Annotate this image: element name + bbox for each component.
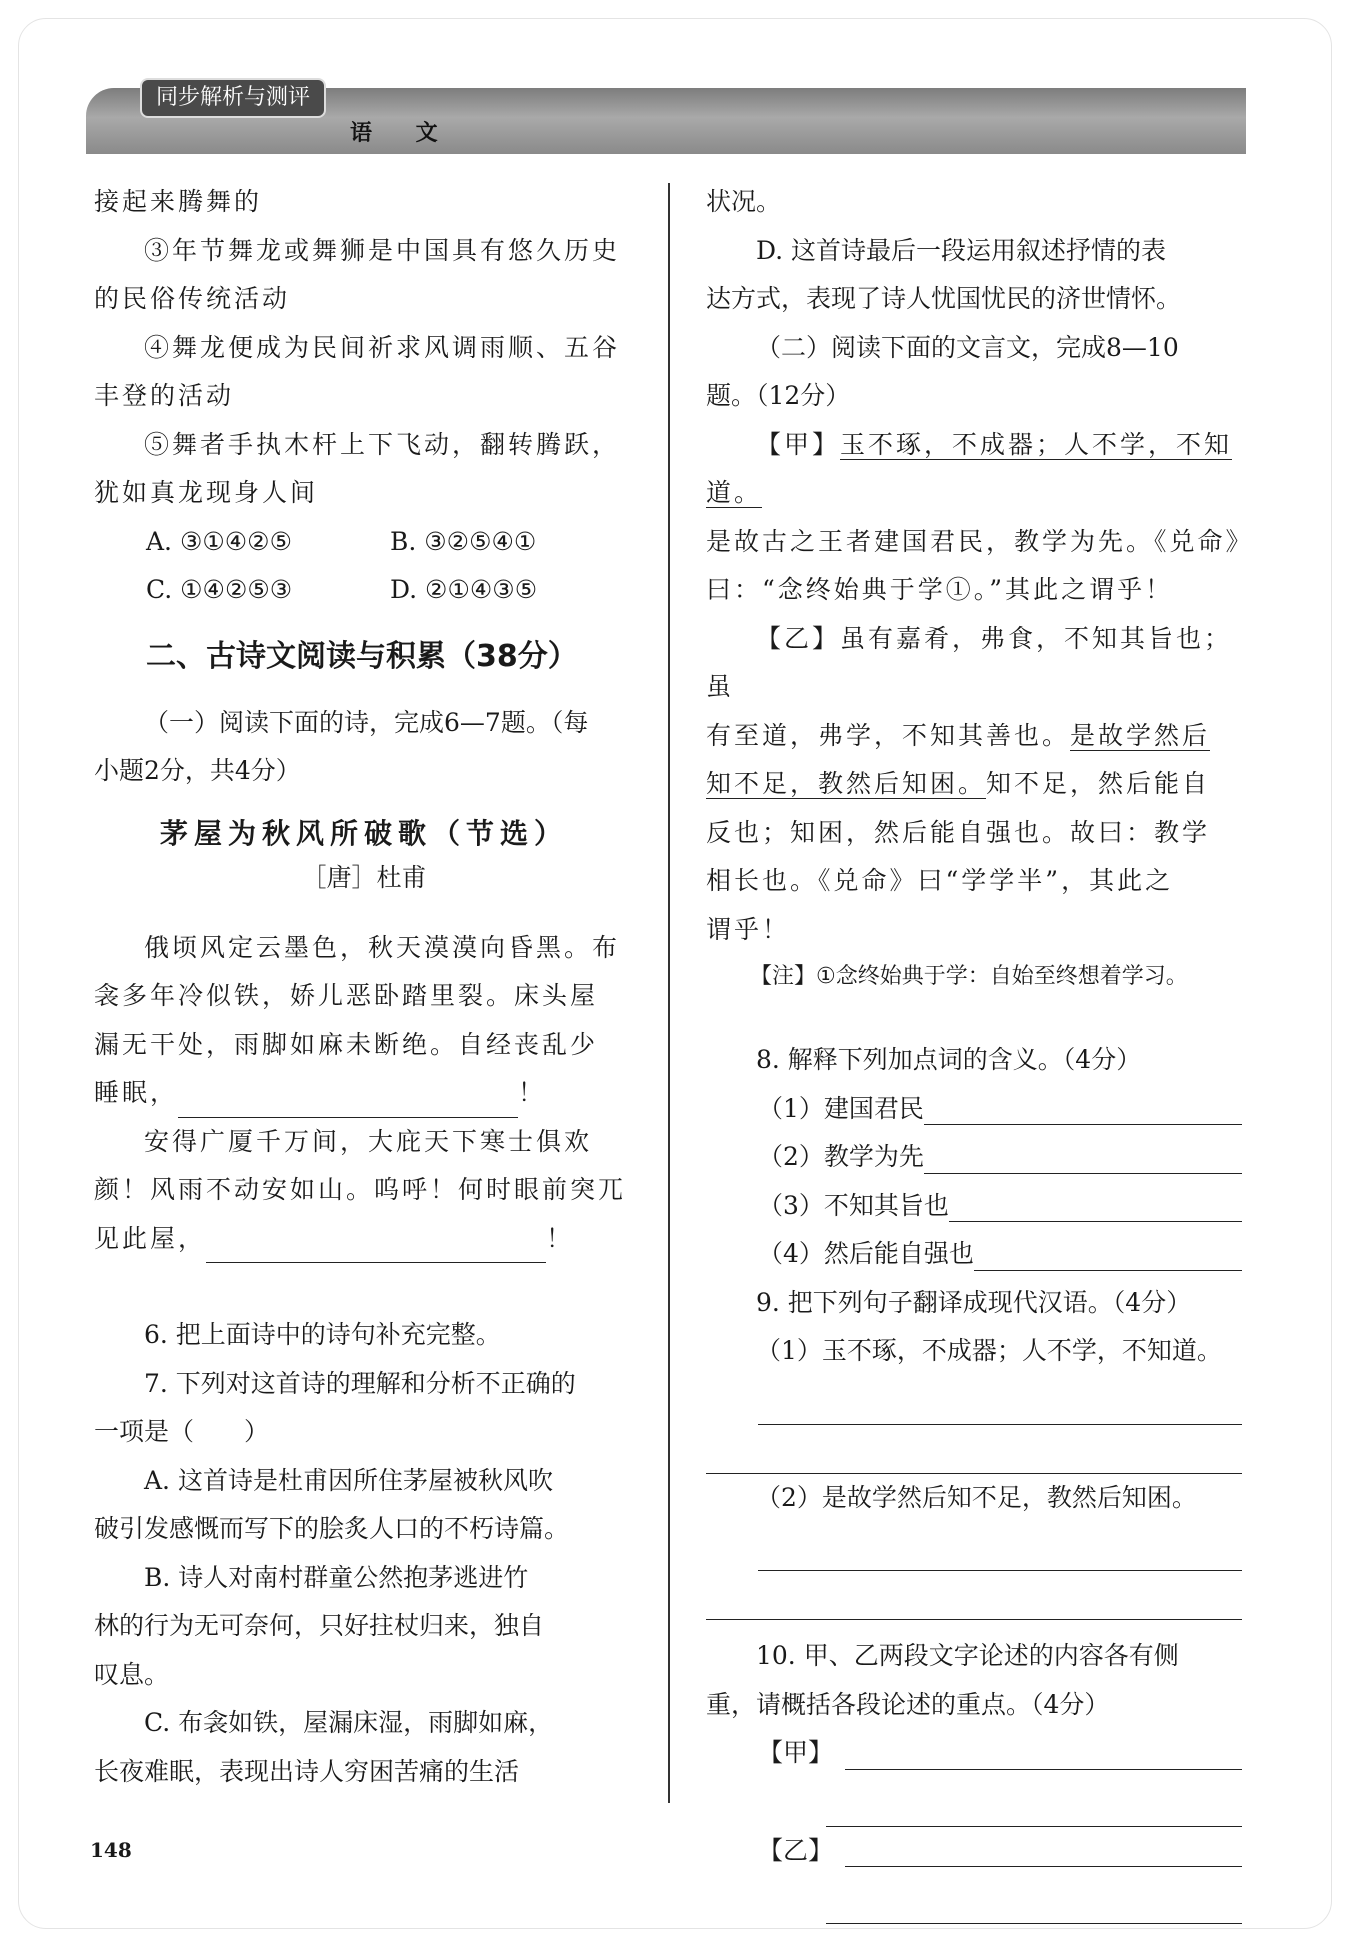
text-line: 破引发感慨而写下的脍炙人口的不朽诗篇。 [94, 1514, 570, 1543]
text-line: 犹如真龙现身人间 [94, 478, 319, 507]
answer-line[interactable] [826, 1778, 1242, 1827]
left-column [94, 178, 634, 1796]
answer-line[interactable] [706, 1571, 1242, 1620]
poem-text: 睡眠， [94, 1078, 179, 1107]
answer-line[interactable] [758, 1522, 1242, 1571]
answer-blank[interactable] [924, 1141, 1242, 1174]
option-d[interactable]: D. ②①④③⑤ [390, 575, 538, 604]
text-line: 【乙】虽有嘉肴，弗食，不知其旨也；虽 [706, 623, 1233, 701]
q9-item: （2）是故学然后知不足，教然后知困。 [756, 1482, 1197, 1512]
item-label: （3）不知其旨也 [758, 1190, 949, 1220]
item-label: （2）教学为先 [758, 1142, 924, 1171]
poem-line: 漏无干处，雨脚如麻未断绝。自经丧乱少 [94, 1029, 599, 1059]
right-column [706, 178, 1254, 1924]
text-line: 曰：“念终始典于学①。”其此之谓乎！ [706, 575, 1174, 604]
poem-line: 衾多年冷似铁，娇儿恶卧踏里裂。床头屋 [94, 981, 599, 1010]
jia-label: 【甲】 [756, 429, 841, 459]
poem-line: 颜！风雨不动安如山。呜呼！何时眼前突兀 [94, 1175, 627, 1204]
section-heading: 二、古诗文阅读与积累（38分） [146, 638, 578, 674]
question-10: 10. 甲、乙两段文字论述的内容各有侧 [756, 1641, 1179, 1670]
underlined-sentence: 是故学然后 [1070, 720, 1211, 750]
text-line [706, 712, 1242, 761]
answer-blank[interactable] [845, 1834, 1242, 1867]
text: 有至道，弗学，不知其善也。 [706, 720, 1071, 750]
answer-blank[interactable] [924, 1092, 1242, 1125]
answer-line[interactable] [758, 1376, 1242, 1425]
spacer [94, 1263, 634, 1311]
text-line: 丰登的活动 [94, 381, 235, 410]
q8-item [706, 1230, 1242, 1279]
text-line [706, 421, 1242, 518]
item-label: （1）建国君民 [758, 1093, 924, 1123]
column-divider [668, 183, 670, 1803]
text-line: 的民俗传统活动 [94, 284, 291, 313]
exclamation: ！ [518, 1078, 547, 1107]
answer-blank[interactable] [949, 1189, 1242, 1222]
option-b[interactable]: B. ③②⑤④① [390, 526, 537, 556]
text-line: 接起来腾舞的 [94, 187, 263, 216]
text: 知不足，然后能自 [986, 769, 1211, 798]
q10-item [706, 1827, 1242, 1876]
text-line: 林的行为无可奈何，只好拄杖归来，独自 [94, 1611, 545, 1640]
item-label: 【乙】 [758, 1835, 834, 1865]
options-row [94, 518, 634, 567]
answer-line[interactable] [826, 1875, 1242, 1924]
text-line: 达方式，表现了诗人忧国忧民的济世情怀。 [706, 284, 1182, 313]
poem-author: ［唐］杜甫 [301, 862, 427, 892]
text-line: 相长也。《兑命》曰“学学半”，其此之 [706, 866, 1174, 895]
footnote: 【注】①念终始典于学：自始至终想着学习。 [750, 964, 1188, 989]
spacer [706, 1000, 1242, 1036]
options-row [94, 566, 634, 615]
text-line: （二）阅读下面的文言文，完成8—10 [756, 332, 1179, 362]
text-line: 重，请概括各段论述的重点。（4分） [706, 1689, 1110, 1719]
text-line: 是故古之王者建国君民，教学为先。《兑命》 [706, 526, 1254, 556]
text-line: 叹息。 [94, 1659, 170, 1689]
series-tab: 同步解析与测评 [140, 78, 326, 118]
text-line: ⑤舞者手执木杆上下飞动，翻转腾跃， [144, 429, 621, 459]
q8-item [706, 1085, 1242, 1134]
poem-title: 茅屋为秋风所破歌（节选） [159, 816, 568, 850]
question-7: 7. 下列对这首诗的理解和分析不正确的 [144, 1368, 576, 1398]
underlined-sentence: 玉不琢，不成器；人不学，不知道。 [706, 429, 1233, 507]
option-a[interactable]: A. ③①④②⑤ [146, 526, 293, 556]
text-line: ③年节舞龙或舞狮是中国具有悠久历史 [144, 235, 621, 265]
q10-item [706, 1729, 1242, 1778]
text-line: 小题2分，共4分） [94, 756, 301, 785]
question-9: 9. 把下列句子翻译成现代汉语。（4分） [756, 1287, 1192, 1317]
q7-option-c: C. 布衾如铁，屋漏床湿，雨脚如麻， [144, 1708, 554, 1737]
answer-blank[interactable] [178, 1087, 518, 1118]
text-line: 一项是（ ） [94, 1417, 270, 1446]
exclamation: ！ [546, 1223, 575, 1253]
poem-line [94, 1215, 634, 1264]
text-line: ④舞龙便成为民间祈求风调雨顺、五谷 [144, 332, 621, 362]
q7-option-a: A. 这首诗是杜甫因所住茅屋被秋风吹 [144, 1465, 553, 1495]
item-label: （4）然后能自强也 [758, 1239, 974, 1268]
text-line: 长夜难眠，表现出诗人穷困苦痛的生活 [94, 1756, 520, 1786]
q8-item [706, 1133, 1242, 1182]
item-label: 【甲】 [758, 1738, 834, 1767]
poem-text: 见此屋， [94, 1223, 207, 1253]
underlined-sentence: 知不足，教然后知困。 [706, 769, 987, 798]
text-line: 反也；知困，然后能自强也。故曰：教学 [706, 817, 1211, 847]
answer-blank[interactable] [206, 1232, 546, 1263]
spacer [706, 1620, 1242, 1632]
q8-item [706, 1182, 1242, 1231]
question-6: 6. 把上面诗中的诗句补充完整。 [144, 1320, 501, 1349]
q7-option-d: D. 这首诗最后一段运用叙述抒情的表 [756, 235, 1167, 265]
text-line: 状况。 [706, 187, 782, 216]
text-line: （一）阅读下面的诗，完成6—7题。（每 [144, 707, 589, 737]
text-line: 谓乎！ [706, 914, 791, 944]
subject-label: 语 文 [350, 120, 456, 146]
option-c[interactable]: C. ①④②⑤③ [146, 575, 293, 604]
text-line [706, 760, 1242, 809]
page-number: 148 [90, 1838, 132, 1862]
text-line: 题。（12分） [706, 381, 851, 410]
q7-option-b: B. 诗人对南村群童公然抱茅逃进竹 [144, 1562, 529, 1592]
question-8: 8. 解释下列加点词的含义。（4分） [756, 1045, 1142, 1074]
answer-blank[interactable] [845, 1737, 1242, 1770]
q9-item: （1）玉不琢，不成器；人不学，不知道。 [756, 1336, 1222, 1365]
answer-line[interactable] [706, 1425, 1242, 1474]
poem-line [94, 1069, 634, 1118]
poem-line: 安得广厦千万间，大庇天下寒士俱欢 [144, 1126, 593, 1156]
poem-line: 俄顷风定云墨色，秋天漠漠向昏黑。布 [144, 932, 621, 962]
answer-blank[interactable] [974, 1238, 1242, 1271]
